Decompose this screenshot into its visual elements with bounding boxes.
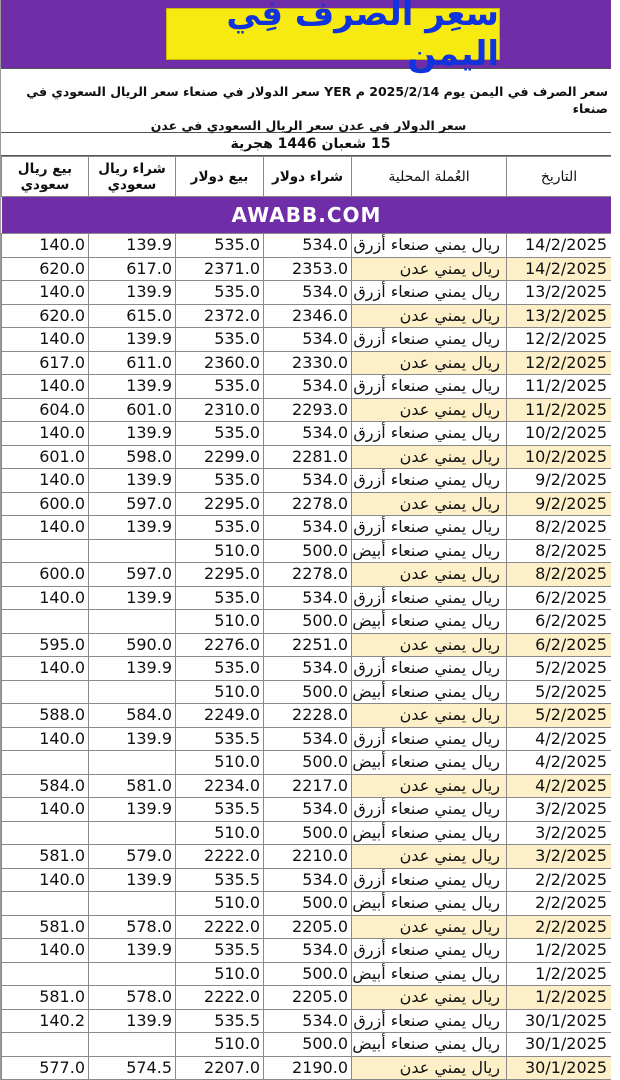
cell-buy-sar [89,1033,176,1057]
cell-sell-sar: 577.0 [2,1056,89,1080]
cell-buy-sar [89,539,176,563]
table-row [2,234,612,258]
cell-sell-sar: 584.0 [2,774,89,798]
cell-date: 6/2/2025 [507,586,612,610]
cell-buy-usd: 500.0 [264,680,352,704]
cell-sell-usd: 535.0 [176,422,264,446]
cell-buy-usd: 534.0 [264,657,352,681]
cell-date: 3/2/2025 [507,798,612,822]
cell-buy-sar: 139.9 [89,234,176,258]
cell-date: 11/2/2025 [507,375,612,399]
cell-date: 30/1/2025 [507,1033,612,1057]
table-row [2,422,612,446]
cell-buy-sar: 139.9 [89,516,176,540]
cell-currency: ريال يمني صنعاء أبيض [352,680,507,704]
cell-buy-usd: 500.0 [264,751,352,775]
cell-buy-usd: 534.0 [264,469,352,493]
cell-date: 10/2/2025 [507,422,612,446]
cell-date: 14/2/2025 [507,257,612,281]
table-row [2,657,612,681]
cell-date: 9/2/2025 [507,492,612,516]
table-row [2,610,612,634]
cell-sell-usd: 510.0 [176,539,264,563]
table-row [2,727,612,751]
cell-buy-sar: 139.9 [89,1009,176,1033]
cell-currency: ريال يمني صنعاء أبيض [352,962,507,986]
cell-sell-sar [2,610,89,634]
cell-sell-usd: 510.0 [176,892,264,916]
cell-sell-sar: 140.0 [2,586,89,610]
cell-currency: ريال يمني صنعاء أبيض [352,539,507,563]
cell-date: 4/2/2025 [507,727,612,751]
cell-sell-sar [2,539,89,563]
cell-sell-sar: 581.0 [2,845,89,869]
header-row [2,157,612,197]
cell-buy-sar [89,751,176,775]
cell-buy-sar [89,610,176,634]
cell-buy-usd: 534.0 [264,516,352,540]
cell-sell-usd: 510.0 [176,1033,264,1057]
cell-buy-sar: 601.0 [89,398,176,422]
cell-buy-sar: 615.0 [89,304,176,328]
cell-date: 10/2/2025 [507,445,612,469]
table-row [2,304,612,328]
cell-sell-sar [2,962,89,986]
cell-sell-sar: 600.0 [2,563,89,587]
cell-currency: ريال يمني صنعاء أزرق [352,516,507,540]
cell-buy-sar: 617.0 [89,257,176,281]
cell-currency: ريال يمني عدن [352,492,507,516]
cell-date: 11/2/2025 [507,398,612,422]
cell-sell-sar [2,751,89,775]
cell-buy-sar: 139.9 [89,939,176,963]
cell-currency: ريال يمني صنعاء أبيض [352,892,507,916]
cell-sell-sar: 140.0 [2,234,89,258]
cell-buy-usd: 2205.0 [264,915,352,939]
cell-sell-usd: 2295.0 [176,563,264,587]
cell-date: 8/2/2025 [507,539,612,563]
cell-sell-sar: 581.0 [2,986,89,1010]
rates-table [1,156,612,1080]
cell-date: 8/2/2025 [507,563,612,587]
cell-sell-usd: 2249.0 [176,704,264,728]
table-row [2,281,612,305]
cell-buy-usd: 534.0 [264,328,352,352]
cell-sell-sar: 620.0 [2,304,89,328]
cell-buy-usd: 500.0 [264,962,352,986]
cell-buy-usd: 2278.0 [264,563,352,587]
table-row [2,892,612,916]
cell-date: 3/2/2025 [507,845,612,869]
cell-currency: ريال يمني صنعاء أبيض [352,610,507,634]
cell-buy-sar [89,962,176,986]
cell-currency: ريال يمني عدن [352,845,507,869]
cell-date: 13/2/2025 [507,304,612,328]
cell-buy-sar: 611.0 [89,351,176,375]
cell-buy-usd: 534.0 [264,375,352,399]
header-buy-usd: شراء دولار [264,157,352,197]
cell-buy-sar: 139.9 [89,281,176,305]
cell-date: 6/2/2025 [507,610,612,634]
cell-buy-sar: 578.0 [89,986,176,1010]
table-row [2,915,612,939]
cell-buy-sar: 139.9 [89,727,176,751]
cell-currency: ريال يمني صنعاء أزرق [352,328,507,352]
cell-sell-usd: 535.0 [176,234,264,258]
table-row [2,398,612,422]
cell-sell-sar: 600.0 [2,492,89,516]
cell-currency: ريال يمني صنعاء أزرق [352,657,507,681]
cell-buy-sar: 139.9 [89,375,176,399]
cell-currency: ريال يمني صنعاء أزرق [352,375,507,399]
cell-buy-usd: 534.0 [264,727,352,751]
table-row [2,680,612,704]
table-row [2,774,612,798]
cell-buy-usd: 534.0 [264,1009,352,1033]
cell-buy-usd: 534.0 [264,868,352,892]
cell-sell-usd: 510.0 [176,751,264,775]
cell-buy-sar: 139.9 [89,469,176,493]
table-row [2,633,612,657]
cell-sell-sar: 588.0 [2,704,89,728]
cell-currency: ريال يمني عدن [352,1056,507,1080]
cell-date: 2/2/2025 [507,915,612,939]
cell-currency: ريال يمني صنعاء أزرق [352,469,507,493]
cell-date: 2/2/2025 [507,868,612,892]
header-sell-usd: بيع دولار [176,157,264,197]
table-row [2,845,612,869]
header-sell-sar: بيع ريال سعودي [2,157,89,197]
cell-buy-usd: 500.0 [264,610,352,634]
cell-sell-usd: 2360.0 [176,351,264,375]
cell-currency: ريال يمني عدن [352,351,507,375]
table-row [2,328,612,352]
cell-sell-sar: 140.0 [2,516,89,540]
cell-buy-sar [89,892,176,916]
cell-sell-usd: 2222.0 [176,915,264,939]
cell-sell-sar: 140.2 [2,1009,89,1033]
cell-sell-usd: 2207.0 [176,1056,264,1080]
cell-sell-sar: 140.0 [2,939,89,963]
cell-sell-sar: 140.0 [2,657,89,681]
cell-buy-sar: 581.0 [89,774,176,798]
cell-buy-sar: 590.0 [89,633,176,657]
cell-buy-usd: 2281.0 [264,445,352,469]
cell-sell-usd: 535.0 [176,469,264,493]
cell-sell-sar: 140.0 [2,469,89,493]
hijri-date: 15 شعبان 1446 هجرية [1,133,620,156]
cell-buy-sar: 139.9 [89,586,176,610]
cell-date: 6/2/2025 [507,633,612,657]
cell-buy-sar: 139.9 [89,657,176,681]
cell-currency: ريال يمني صنعاء أزرق [352,281,507,305]
cell-currency: ريال يمني عدن [352,915,507,939]
cell-sell-usd: 2222.0 [176,986,264,1010]
cell-sell-usd: 535.5 [176,868,264,892]
cell-sell-sar: 140.0 [2,328,89,352]
cell-date: 4/2/2025 [507,774,612,798]
cell-sell-sar [2,680,89,704]
cell-buy-sar: 579.0 [89,845,176,869]
cell-currency: ريال يمني صنعاء أزرق [352,727,507,751]
cell-buy-usd: 2228.0 [264,704,352,728]
cell-sell-sar: 140.0 [2,798,89,822]
cell-sell-usd: 2234.0 [176,774,264,798]
header-date: التاريخ [507,157,612,197]
cell-currency: ريال يمني عدن [352,445,507,469]
cell-buy-sar: 139.9 [89,422,176,446]
cell-date: 9/2/2025 [507,469,612,493]
cell-currency: ريال يمني عدن [352,774,507,798]
table-row [2,539,612,563]
table-row [2,751,612,775]
table-row [2,516,612,540]
site-row [2,197,612,234]
table-row [2,445,612,469]
cell-currency: ريال يمني عدن [352,304,507,328]
cell-sell-usd: 2310.0 [176,398,264,422]
cell-sell-sar: 620.0 [2,257,89,281]
cell-sell-sar: 601.0 [2,445,89,469]
cell-buy-usd: 534.0 [264,234,352,258]
cell-date: 3/2/2025 [507,821,612,845]
cell-buy-usd: 2293.0 [264,398,352,422]
cell-currency: ريال يمني عدن [352,563,507,587]
cell-sell-usd: 535.5 [176,939,264,963]
cell-date: 12/2/2025 [507,328,612,352]
cell-buy-sar: 139.9 [89,798,176,822]
cell-buy-usd: 2330.0 [264,351,352,375]
table-row [2,868,612,892]
cell-currency: ريال يمني صنعاء أبيض [352,821,507,845]
cell-currency: ريال يمني عدن [352,398,507,422]
cell-date: 5/2/2025 [507,657,612,681]
table-row [2,1033,612,1057]
cell-sell-sar: 617.0 [2,351,89,375]
table-row [2,798,612,822]
cell-buy-sar: 574.5 [89,1056,176,1080]
cell-sell-sar: 140.0 [2,727,89,751]
cell-date: 5/2/2025 [507,704,612,728]
cell-date: 1/2/2025 [507,962,612,986]
cell-sell-usd: 535.5 [176,727,264,751]
site-name: AWABB.COM [2,197,612,234]
rates-body [2,234,612,1080]
cell-sell-sar [2,892,89,916]
cell-buy-sar [89,680,176,704]
table-row [2,939,612,963]
cell-buy-usd: 500.0 [264,1033,352,1057]
table-row [2,821,612,845]
cell-date: 8/2/2025 [507,516,612,540]
cell-sell-sar: 140.0 [2,422,89,446]
cell-currency: ريال يمني صنعاء أزرق [352,798,507,822]
cell-sell-usd: 2222.0 [176,845,264,869]
table-row [2,704,612,728]
cell-currency: ريال يمني صنعاء أبيض [352,1033,507,1057]
table-row [2,469,612,493]
cell-currency: ريال يمني عدن [352,633,507,657]
description-line-2: سعر الدولار في عدن سعر الريال السعودي في عدن [150,118,467,133]
cell-sell-sar: 140.0 [2,868,89,892]
cell-buy-sar: 139.9 [89,868,176,892]
cell-sell-sar: 140.0 [2,375,89,399]
cell-sell-usd: 535.0 [176,281,264,305]
cell-sell-usd: 535.0 [176,657,264,681]
cell-currency: ريال يمني صنعاء أزرق [352,1009,507,1033]
title-box [166,0,500,74]
cell-buy-usd: 2353.0 [264,257,352,281]
cell-date: 1/2/2025 [507,986,612,1010]
cell-sell-usd: 535.5 [176,1009,264,1033]
header-currency: العُملة المحلية [352,157,507,197]
cell-buy-usd: 2278.0 [264,492,352,516]
table-row [2,1009,612,1033]
description [1,69,620,133]
cell-sell-usd: 535.0 [176,375,264,399]
cell-sell-usd: 2295.0 [176,492,264,516]
table-row [2,1056,612,1080]
cell-sell-sar: 581.0 [2,915,89,939]
page-title: سعِر الصرف فِي اليمن [226,0,499,74]
cell-buy-usd: 2346.0 [264,304,352,328]
page-edge [611,0,620,1080]
cell-sell-usd: 2372.0 [176,304,264,328]
cell-date: 30/1/2025 [507,1009,612,1033]
cell-sell-usd: 510.0 [176,680,264,704]
cell-date: 14/2/2025 [507,234,612,258]
cell-buy-usd: 500.0 [264,821,352,845]
title-banner [1,0,620,74]
cell-buy-usd: 2251.0 [264,633,352,657]
table-row [2,351,612,375]
cell-date: 12/2/2025 [507,351,612,375]
table-row [2,375,612,399]
cell-buy-usd: 534.0 [264,798,352,822]
cell-date: 2/2/2025 [507,892,612,916]
cell-buy-usd: 2217.0 [264,774,352,798]
cell-sell-usd: 510.0 [176,821,264,845]
cell-currency: ريال يمني صنعاء أزرق [352,234,507,258]
cell-buy-usd: 534.0 [264,586,352,610]
cell-buy-usd: 2190.0 [264,1056,352,1080]
cell-sell-usd: 2299.0 [176,445,264,469]
cell-sell-usd: 2371.0 [176,257,264,281]
cell-buy-sar: 597.0 [89,492,176,516]
cell-date: 5/2/2025 [507,680,612,704]
cell-buy-usd: 500.0 [264,892,352,916]
cell-buy-sar: 597.0 [89,563,176,587]
cell-date: 30/1/2025 [507,1056,612,1080]
cell-sell-sar [2,1033,89,1057]
cell-sell-usd: 510.0 [176,610,264,634]
cell-sell-usd: 510.0 [176,962,264,986]
cell-buy-sar [89,821,176,845]
cell-currency: ريال يمني عدن [352,704,507,728]
cell-buy-usd: 2205.0 [264,986,352,1010]
cell-buy-sar: 139.9 [89,328,176,352]
header-buy-sar: شراء ريال سعودي [89,157,176,197]
table-row [2,492,612,516]
cell-currency: ريال يمني صنعاء أزرق [352,586,507,610]
cell-buy-sar: 598.0 [89,445,176,469]
table-row [2,962,612,986]
cell-buy-sar: 584.0 [89,704,176,728]
table-row [2,563,612,587]
cell-sell-sar: 604.0 [2,398,89,422]
table-row [2,986,612,1010]
cell-sell-sar [2,821,89,845]
cell-buy-usd: 534.0 [264,422,352,446]
cell-date: 13/2/2025 [507,281,612,305]
cell-sell-usd: 535.5 [176,798,264,822]
cell-buy-usd: 534.0 [264,939,352,963]
cell-date: 1/2/2025 [507,939,612,963]
table-row [2,586,612,610]
cell-currency: ريال يمني صنعاء أزرق [352,939,507,963]
cell-currency: ريال يمني صنعاء أزرق [352,868,507,892]
cell-currency: ريال يمني صنعاء أزرق [352,422,507,446]
cell-sell-usd: 2276.0 [176,633,264,657]
cell-sell-usd: 535.0 [176,586,264,610]
cell-currency: ريال يمني عدن [352,257,507,281]
cell-buy-sar: 578.0 [89,915,176,939]
cell-sell-sar: 140.0 [2,281,89,305]
cell-sell-usd: 535.0 [176,516,264,540]
cell-currency: ريال يمني صنعاء أبيض [352,751,507,775]
cell-date: 4/2/2025 [507,751,612,775]
cell-buy-usd: 500.0 [264,539,352,563]
cell-buy-usd: 534.0 [264,281,352,305]
cell-sell-usd: 535.0 [176,328,264,352]
description-line-1: سعر الصرف في اليمن يوم 2025/2/14 م YER سعر الدولار في صنعاء سعر الريال السعودي في صنعاء [26,84,608,116]
table-row [2,257,612,281]
cell-buy-usd: 2210.0 [264,845,352,869]
cell-sell-sar: 595.0 [2,633,89,657]
cell-currency: ريال يمني عدن [352,986,507,1010]
